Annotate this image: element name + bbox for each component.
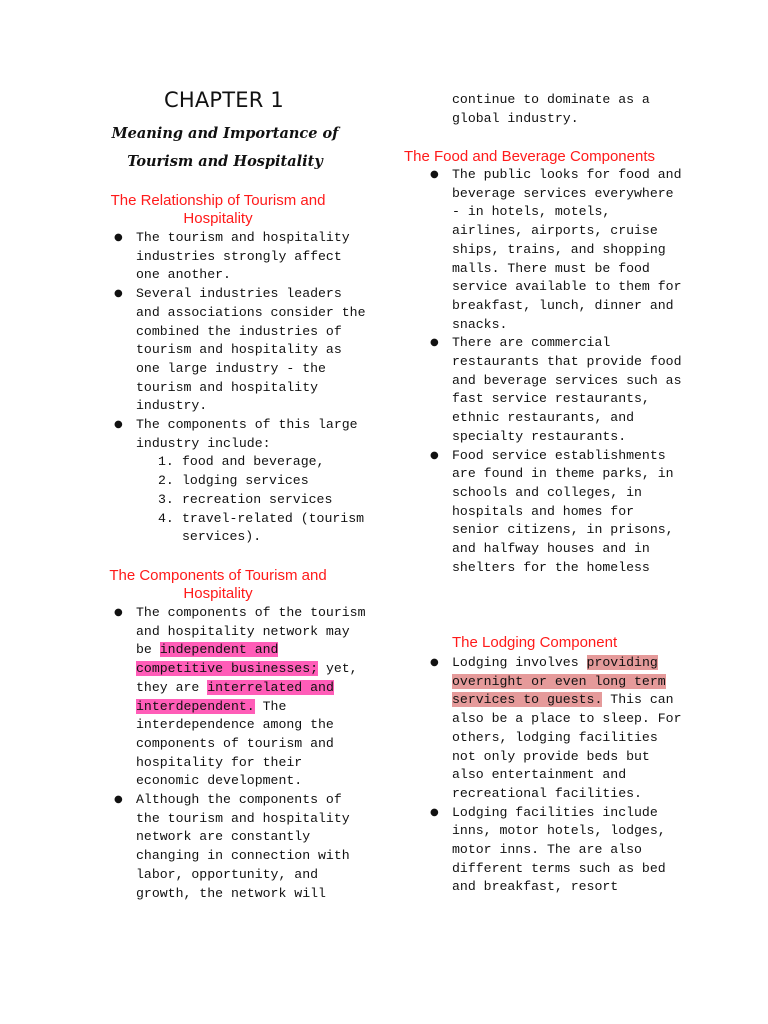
list-item: [430, 166, 682, 334]
heading-relationship: The Relationship of Tourism and Hospitality: [110, 192, 326, 227]
numbered-item: [136, 453, 366, 472]
list-item-text: This can also be a place to sleep. For others, lodging facilities not only provide beds but also entertainment and recreational facilities.: [452, 692, 682, 801]
highlighted-text: interrelated and interdependent.: [136, 679, 334, 714]
item-number: 4.: [158, 510, 174, 526]
bullet-icon: ●: [430, 449, 439, 461]
lodging-list: [430, 654, 682, 897]
chapter-subtitle: Meaning and Importance of Tourism and Hospitality: [111, 125, 339, 170]
heading-components: The Components of Tourism and Hospitality: [109, 567, 327, 602]
food-list: [430, 166, 682, 577]
list-item: [430, 447, 682, 578]
numbered-item-text: recreation services: [182, 491, 333, 507]
list-item-text: yet, they are: [136, 661, 358, 695]
heading-lodging: The Lodging Component: [452, 634, 618, 651]
list-item: [430, 334, 682, 446]
list-item-text: Lodging involves: [452, 655, 587, 670]
components-list: [114, 604, 366, 903]
relationship-list: [114, 229, 366, 547]
heading-food-beverage: The Food and Beverage Components: [404, 148, 655, 165]
list-item-text: Several industries leaders and associations consider the combined the industries of tourism and hospitality as one large industry - the tourism and hospitality industry.: [136, 286, 366, 414]
bullet-icon: ●: [114, 794, 123, 806]
item-number: 2.: [158, 473, 174, 489]
numbered-item-text: food and beverage,: [182, 454, 325, 470]
numbered-item-text: travel-related (tourism services).: [182, 510, 365, 545]
numbered-item: [136, 472, 366, 491]
item-number: 1.: [158, 454, 174, 470]
numbered-item-text: lodging services: [182, 473, 309, 489]
highlighted-text: independent and competitive businesses;: [136, 642, 319, 677]
list-item: [114, 416, 366, 547]
list-item-text: Food service establishments are found in theme parks, in schools and colleges, in hospitals and homes for senior citizens, in prisons, and halfway houses and in shelters for the homeless: [452, 447, 674, 575]
list-item-text: The tourism and hospitality industries strongly affect one another.: [136, 230, 350, 283]
list-item-text: There are commercial restaurants that provide food and beverage services such as fast service restaurants, ethnic restaurants, and specialty restaurants.: [452, 335, 682, 444]
list-item: [430, 654, 682, 804]
bullet-icon: ●: [114, 419, 123, 431]
bullet-icon: ●: [430, 657, 439, 668]
bullet-icon: ●: [430, 169, 439, 180]
bullet-icon: ●: [114, 288, 123, 300]
continued-text: continue to dominate as a global industry.: [452, 92, 650, 126]
list-item: [114, 604, 366, 791]
list-item-text: Although the components of the tourism and hospitality network are constantly changing in connection with labor, opportunity, and growth, the network will: [136, 792, 350, 901]
bullet-icon: ●: [114, 607, 123, 618]
chapter-title: CHAPTER 1: [163, 88, 284, 112]
highlighted-text: providing overnight or even long term services to guests.: [452, 655, 666, 708]
list-item-text: The interdependence among the components of tourism and hospitality for their economic development.: [136, 698, 334, 789]
list-item: [114, 229, 366, 285]
bullet-icon: ●: [430, 337, 439, 349]
list-item: [114, 285, 366, 416]
numbered-item: [136, 491, 366, 510]
list-item: [430, 804, 682, 898]
list-item-text: The components of the tourism and hospitality network may be: [136, 605, 366, 658]
numbered-item: [136, 510, 366, 547]
bullet-icon: ●: [114, 232, 123, 243]
item-number: 3.: [158, 491, 174, 507]
list-item-text: The public looks for food and beverage services everywhere - in hotels, motels, airlines, airports, cruise ships, trains, and shopping malls. There must be food service available to them for breakfast, lunch, dinner and snacks.: [452, 167, 682, 332]
components-numbered-list: [136, 453, 366, 547]
list-item-text: Lodging facilities include inns, motor hotels, lodges, motor inns. The are also different terms such as bed and breakfast, resort: [452, 804, 666, 895]
list-item-text: The components of this large industry include:: [136, 417, 358, 451]
list-item: [114, 791, 366, 903]
bullet-icon: ●: [430, 806, 439, 818]
